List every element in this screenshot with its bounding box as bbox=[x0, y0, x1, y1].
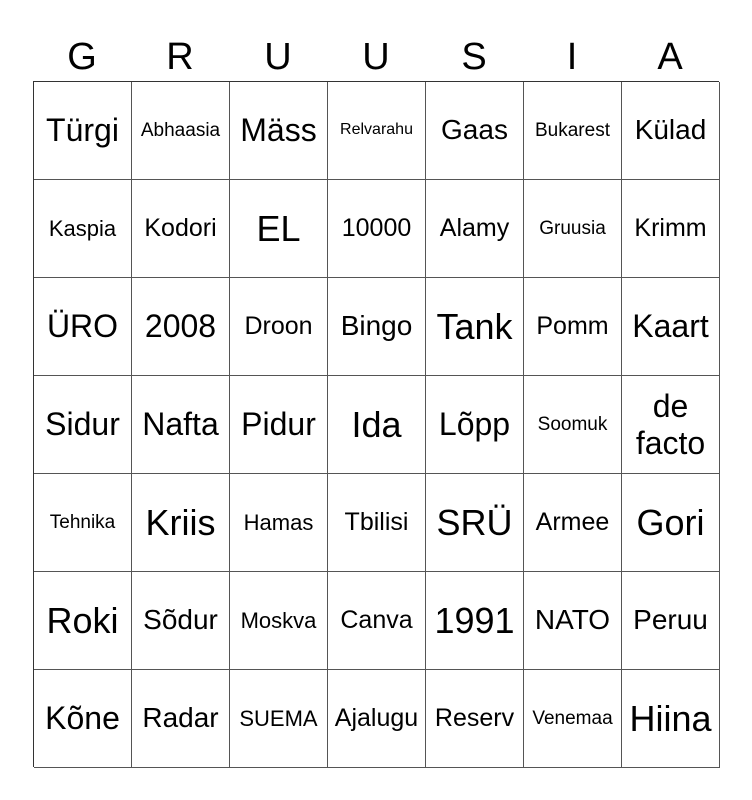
bingo-cell[interactable]: 2008 bbox=[132, 278, 230, 376]
bingo-cell[interactable]: Gaas bbox=[426, 82, 524, 180]
bingo-cell[interactable]: 10000 bbox=[328, 180, 426, 278]
bingo-cell[interactable]: Venemaa bbox=[524, 670, 622, 768]
bingo-cell[interactable]: Reserv bbox=[426, 670, 524, 768]
bingo-cell[interactable]: Bukarest bbox=[524, 82, 622, 180]
header-letter: I bbox=[566, 36, 578, 78]
bingo-cell[interactable]: Tehnika bbox=[34, 474, 132, 572]
bingo-cell[interactable]: Moskva bbox=[230, 572, 328, 670]
bingo-cell[interactable]: SUEMA bbox=[230, 670, 328, 768]
bingo-cell[interactable]: 1991 bbox=[426, 572, 524, 670]
bingo-cell[interactable]: Tbilisi bbox=[328, 474, 426, 572]
bingo-cell[interactable]: Hiina bbox=[622, 670, 720, 768]
bingo-cell[interactable]: NATO bbox=[524, 572, 622, 670]
bingo-cell[interactable]: Ajalugu bbox=[328, 670, 426, 768]
bingo-cell[interactable]: Kriis bbox=[132, 474, 230, 572]
bingo-grid bbox=[33, 81, 719, 767]
bingo-cell[interactable]: Kaspia bbox=[34, 180, 132, 278]
bingo-cell[interactable]: Pidur bbox=[230, 376, 328, 474]
bingo-cell[interactable]: Bingo bbox=[328, 278, 426, 376]
bingo-cell[interactable]: Mäss bbox=[230, 82, 328, 180]
header-letter: G bbox=[67, 36, 97, 78]
bingo-cell[interactable]: Canva bbox=[328, 572, 426, 670]
bingo-cell[interactable]: Radar bbox=[132, 670, 230, 768]
bingo-cell[interactable]: Sidur bbox=[34, 376, 132, 474]
header-letter: U bbox=[362, 36, 390, 78]
bingo-cell[interactable]: Türgi bbox=[34, 82, 132, 180]
bingo-cell[interactable]: Kodori bbox=[132, 180, 230, 278]
header-letter: S bbox=[461, 36, 487, 78]
header-letter: A bbox=[657, 36, 683, 78]
bingo-header bbox=[33, 34, 719, 80]
bingo-cell[interactable]: Relvarahu bbox=[328, 82, 426, 180]
bingo-cell[interactable]: Abhaasia bbox=[132, 82, 230, 180]
bingo-cell[interactable]: SRÜ bbox=[426, 474, 524, 572]
bingo-cell[interactable]: Droon bbox=[230, 278, 328, 376]
header-letter: U bbox=[264, 36, 292, 78]
bingo-cell[interactable]: Hamas bbox=[230, 474, 328, 572]
bingo-cell[interactable]: Lõpp bbox=[426, 376, 524, 474]
header-letter: R bbox=[166, 36, 194, 78]
bingo-cell[interactable]: EL bbox=[230, 180, 328, 278]
bingo-cell[interactable]: Ida bbox=[328, 376, 426, 474]
bingo-cell[interactable]: Gori bbox=[622, 474, 720, 572]
bingo-cell[interactable]: Nafta bbox=[132, 376, 230, 474]
bingo-cell[interactable]: Gruusia bbox=[524, 180, 622, 278]
bingo-cell[interactable]: Armee bbox=[524, 474, 622, 572]
bingo-cell[interactable]: Roki bbox=[34, 572, 132, 670]
bingo-cell[interactable]: de facto bbox=[622, 376, 720, 474]
bingo-cell[interactable]: Soomuk bbox=[524, 376, 622, 474]
bingo-cell[interactable]: Krimm bbox=[622, 180, 720, 278]
bingo-cell[interactable]: Peruu bbox=[622, 572, 720, 670]
bingo-cell[interactable]: Tank bbox=[426, 278, 524, 376]
bingo-cell[interactable]: Kaart bbox=[622, 278, 720, 376]
bingo-cell[interactable]: Alamy bbox=[426, 180, 524, 278]
bingo-cell[interactable]: Külad bbox=[622, 82, 720, 180]
bingo-cell[interactable]: Kõne bbox=[34, 670, 132, 768]
bingo-cell[interactable]: Pomm bbox=[524, 278, 622, 376]
bingo-cell[interactable]: Sõdur bbox=[132, 572, 230, 670]
bingo-cell[interactable]: ÜRO bbox=[34, 278, 132, 376]
